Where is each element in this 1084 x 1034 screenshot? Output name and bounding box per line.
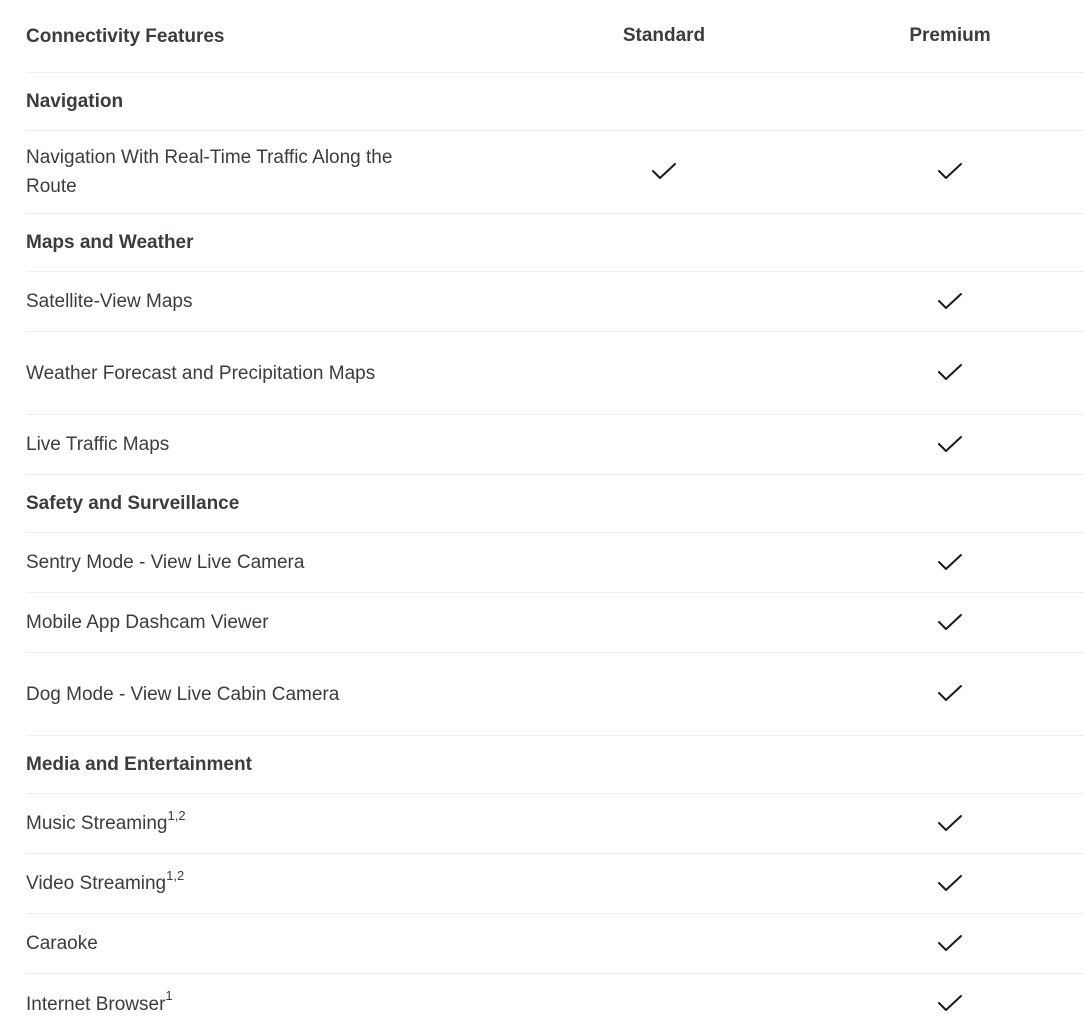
feature-label: [26, 430, 416, 459]
premium-cell: [816, 814, 1084, 834]
feature-label-text: Sentry Mode - View Live Camera: [26, 552, 305, 573]
footnote-marker: 1,2: [166, 867, 185, 883]
premium-cell: [816, 994, 1084, 1014]
table-row-satellite-view-maps: [26, 272, 1084, 332]
premium-cell: [816, 363, 1084, 383]
feature-label: [26, 608, 416, 637]
connectivity-features-table: [26, 0, 1084, 1034]
header-standard: Standard: [622, 25, 706, 46]
feature-label: [26, 359, 416, 388]
table-row-mobile-app-dashcam-viewer: [26, 593, 1084, 653]
table-row-weather-forecast-and-precipitation-maps: [26, 332, 1084, 415]
check-icon: [937, 934, 963, 954]
premium-cell: [816, 684, 1084, 704]
feature-label-text: Live Traffic Maps: [26, 434, 170, 455]
table-row-video-streaming: [26, 854, 1084, 914]
feature-label-text: Satellite-View Maps: [26, 291, 193, 312]
feature-label-text: Navigation With Real-Time Traffic Along the Route: [26, 147, 393, 197]
feature-label-text: Music Streaming: [26, 813, 168, 834]
section-title: [26, 228, 416, 257]
section-title: [26, 87, 416, 116]
premium-cell: [816, 553, 1084, 573]
check-icon: [937, 684, 963, 704]
feature-label: [26, 287, 416, 316]
header-feature: Connectivity Features: [26, 25, 225, 47]
table-row-navigation-with-real-time-traffic-along-the-route: [26, 131, 1084, 214]
feature-label-text: Navigation: [26, 91, 124, 112]
table-row-dog-mode-view-live-cabin-camera: [26, 653, 1084, 736]
feature-label: [26, 809, 416, 838]
feature-label-text: Caraoke: [26, 933, 98, 954]
table-row-music-streaming: [26, 794, 1084, 854]
table-row-caraoke: [26, 914, 1084, 974]
premium-cell: [816, 934, 1084, 954]
check-icon: [937, 994, 963, 1014]
feature-label-text: Maps and Weather: [26, 232, 194, 253]
table-body: [26, 73, 1084, 1034]
check-icon: [937, 162, 963, 182]
check-icon: [937, 553, 963, 573]
table-row-live-traffic-maps: [26, 415, 1084, 475]
feature-label-text: Safety and Surveillance: [26, 493, 240, 514]
feature-label: [26, 680, 416, 709]
feature-label-text: Weather Forecast and Precipitation Maps: [26, 362, 376, 384]
section-row-safety-and-surveillance: [26, 475, 1084, 533]
footnote-marker: 1,2: [167, 807, 186, 823]
premium-cell: [816, 613, 1084, 633]
feature-label-text: Media and Entertainment: [26, 754, 252, 775]
standard-cell: [512, 162, 816, 182]
feature-label-text: Dog Mode - View Live Cabin Camera: [26, 683, 340, 705]
section-row-media-and-entertainment: [26, 736, 1084, 794]
feature-label: [26, 929, 416, 958]
check-icon: [937, 874, 963, 894]
check-icon: [937, 435, 963, 455]
table-row-sentry-mode-view-live-camera: [26, 533, 1084, 593]
footnote-marker: 1: [165, 988, 173, 1004]
premium-cell: [816, 874, 1084, 894]
premium-cell: [816, 435, 1084, 455]
feature-label-text: Video Streaming: [26, 873, 167, 894]
section-row-maps-and-weather: [26, 214, 1084, 272]
check-icon: [937, 363, 963, 383]
premium-cell: [816, 292, 1084, 312]
check-icon: [651, 162, 677, 182]
feature-label-text: Internet Browser: [26, 993, 166, 1015]
feature-label: [26, 143, 416, 201]
section-title: [26, 489, 416, 518]
feature-label: [26, 548, 416, 577]
section-row-navigation: [26, 73, 1084, 131]
check-icon: [937, 814, 963, 834]
table-row-internet-browser: [26, 974, 1084, 1034]
section-title: [26, 750, 416, 779]
feature-label: [26, 869, 416, 898]
table-header-row: [26, 0, 1084, 73]
premium-cell: [816, 162, 1084, 182]
header-premium: Premium: [909, 25, 991, 46]
feature-label-text: Mobile App Dashcam Viewer: [26, 612, 269, 633]
feature-label: [26, 990, 416, 1019]
check-icon: [937, 613, 963, 633]
check-icon: [937, 292, 963, 312]
